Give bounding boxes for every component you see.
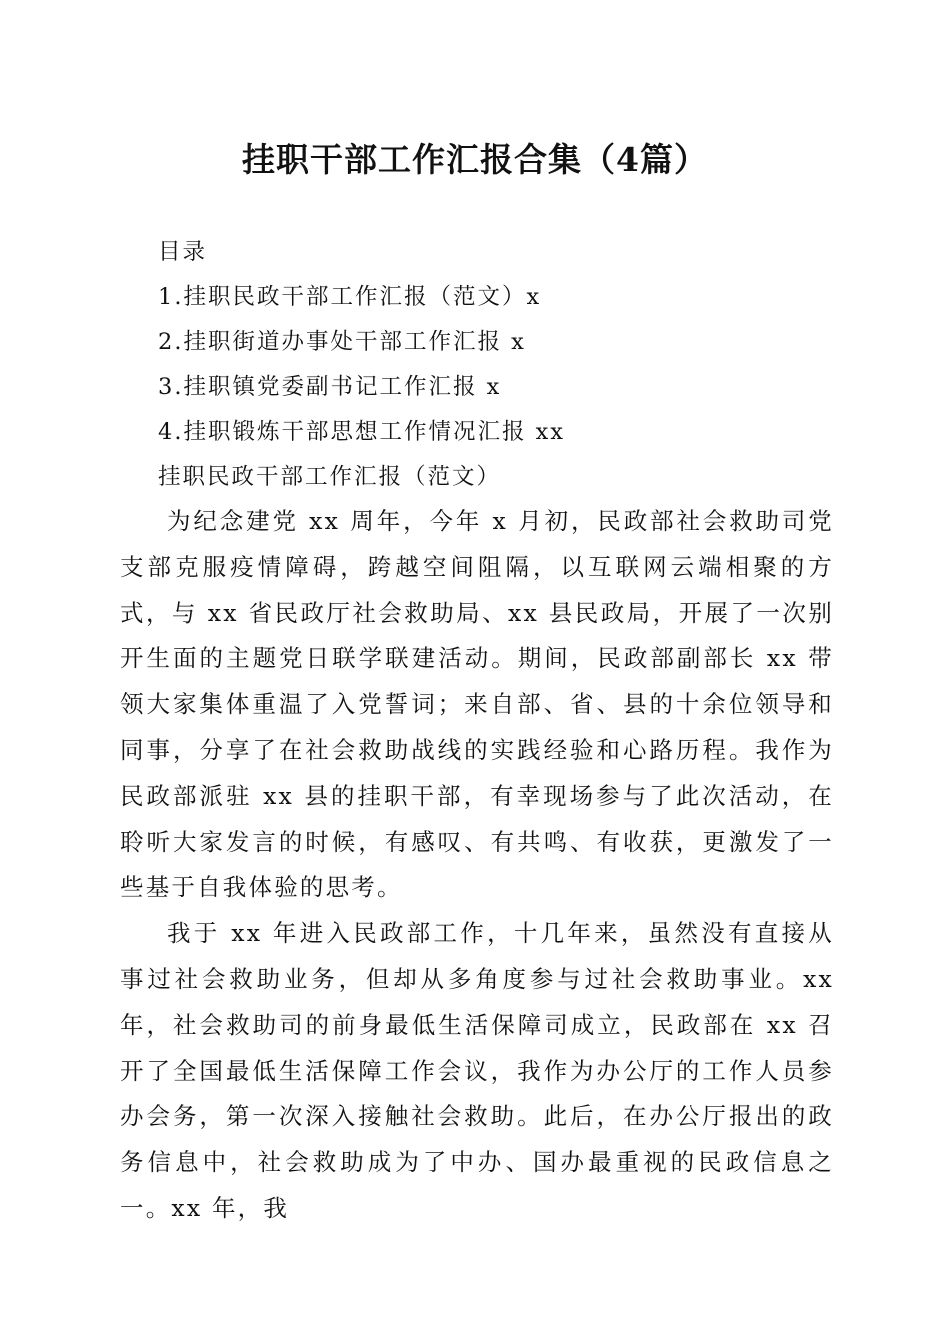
toc-heading: 目录 [158,239,208,265]
document-title: 挂职干部工作汇报合集（4篇） [242,140,708,179]
toc-item: 2.挂职街道办事处干部工作汇报 x [158,329,526,355]
body-text [120,499,834,1232]
paragraph: 我于 xx 年进入民政部工作，十几年来，虽然没有直接从事过社会救助业务，但却从多角度参与过社会救助事业。xx 年，社会救助司的前身最低生活保障司成立，民政部在 xx 召开了全国最低生活保障工作会议，我作为办公厅的工作人员参办会务，第一次深入接触社会救助。此后，在办公厅报出的政务信息中，社会救助成为了中办、国办最重视的民政信息之一。xx 年，我 [120,919,834,1222]
toc-item: 4.挂职锻炼干部思想工作情况汇报 xx [158,419,565,445]
toc-item: 3.挂职镇党委副书记工作汇报 x [158,374,502,400]
section-title: 挂职民政干部工作汇报（范文） [158,464,502,490]
table-of-contents [158,230,565,500]
paragraph: 为纪念建党 xx 周年，今年 x 月初，民政部社会救助司党支部克服疫情障碍，跨越空间阻隔，以互联网云端相聚的方式，与 xx 省民政厅社会救助局、xx 县民政局，开展了一次别开生面的主题党日联学联建活动。期间，民政部副部长 xx 带领大家集体重温了入党誓词；来自部、省、县的十余位领导和同事，分享了在社会救助战线的实践经验和心路历程。我作为民政部派驻 xx 县的挂职干部，有幸现场参与了此次活动，在聆听大家发言的时候，有感叹、有共鸣、有收获，更激发了一些基于自我体验的思考。 [120,507,834,902]
toc-item: 1.挂职民政干部工作汇报（范文）x [158,284,542,310]
